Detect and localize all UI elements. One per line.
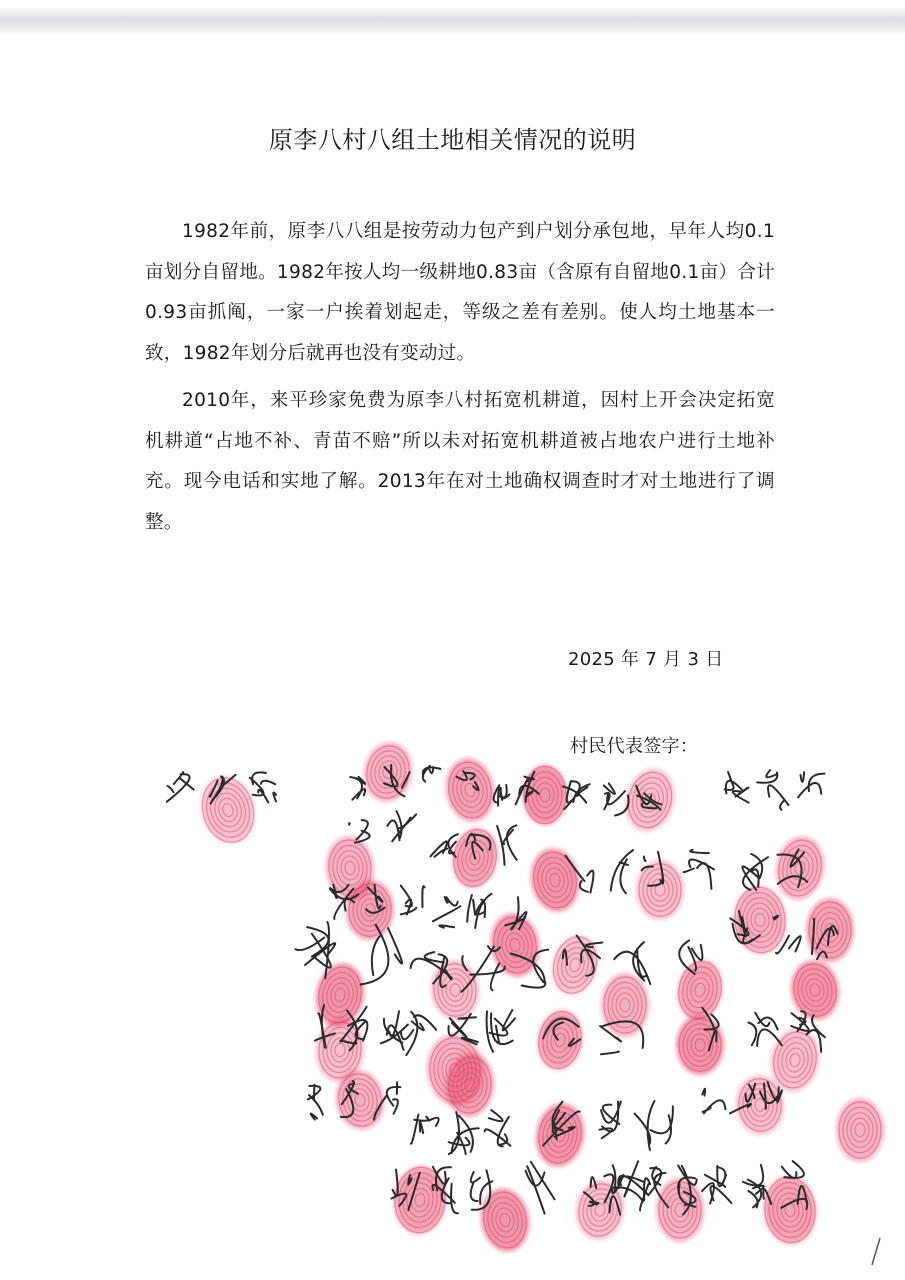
signature-scribble [392,1167,493,1214]
signature-label: 村民代表签字： [570,736,699,757]
signature-scribble [684,849,808,890]
signature-scribble [563,936,703,985]
signature-scribble [295,922,402,985]
signature-scribble [167,772,276,803]
signature-scribble [308,1081,401,1120]
signature-scribble [430,825,516,865]
signature-scribble [725,770,825,810]
signature-scribble [543,1101,673,1150]
signature-scribble [702,1161,807,1209]
signature-scribble [730,911,837,959]
signature-scribble [411,946,549,992]
scan-edge [0,8,905,34]
signature-scribble [350,765,440,800]
signature-area [0,740,905,1280]
handwritten-signatures [0,740,905,1280]
document-date: 2025 年 7 月 3 日 [568,649,724,670]
signature-scribble [604,1165,696,1214]
signature-scribble [330,885,424,919]
signature-scribble [566,850,664,893]
document-body [145,212,775,550]
signature-scribble [433,894,527,930]
edge-mark [872,1238,880,1265]
signature-scribble [526,1161,649,1213]
document-title: 原李八村八组土地相关情况的说明 [268,126,637,154]
signature-scribble [406,1010,515,1055]
signature-scribble [702,1082,782,1113]
signature-scribble [702,1008,825,1052]
paragraph-2: 2010年，来平珍家免费为原李八村拓宽机耕道，因村上开会决定拓宽机耕道“占地不补、青苗不赔”所以未对拓宽机耕道被占地农户进行土地补充。现今电话和实地了解。2013年在对土地确权调查时才对土地进行了调整。 [145,390,775,533]
signature-scribble [411,1110,511,1154]
signature-scribble [457,771,539,806]
signature-scribble [543,1019,643,1055]
signature-scribble [563,781,662,815]
paragraph-1: 1982年前，原李八八组是按劳动力包产到户划分承包地，早年人均0.1亩划分自留地。1982年按人均一级耕地0.83亩（含原有自留地0.1亩）合计0.93亩抓阄，一家一户挨着划起走，等级之差有差别。使人均土地基本一致，1982年划分后就再也没有变动过。 [145,221,775,364]
signature-scribble [315,1005,413,1050]
signature-scribble [349,811,416,843]
